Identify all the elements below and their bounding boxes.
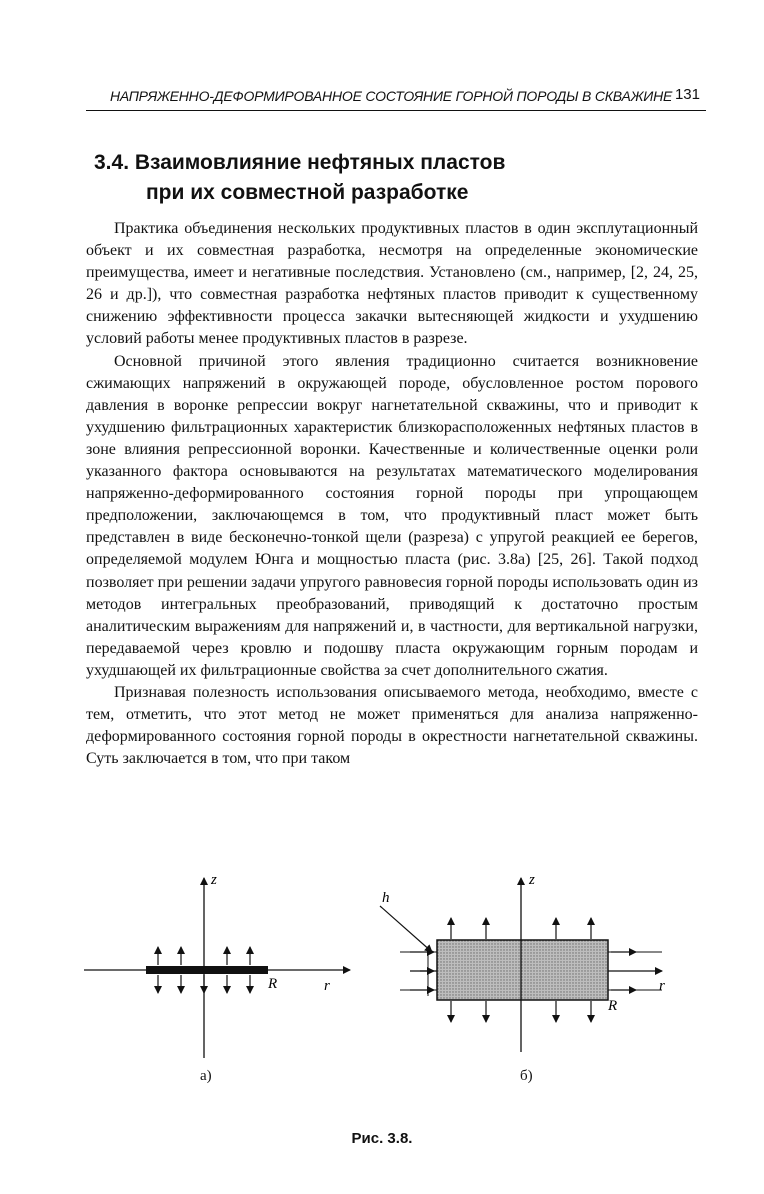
panel-a-crack (146, 966, 268, 974)
panel-b-R-label: R (608, 998, 618, 1014)
panel-a-diagram (84, 872, 350, 1058)
panel-b-h-label: h (382, 890, 390, 906)
panel-b-h-pointer (380, 906, 432, 952)
paragraph-2: Основной причиной этого явления традиционно считается возникновение сжимающих напряжений в окружающей породе, обусловленное ростом порового давления в воронке репрессии вокруг нагнетательной скважины, что и приводит к ухудшению фильтрационных характеристик близкорасположенных нефтяных пластов в зоне влияния репрессионной воронки. Качественные и количественные оценки роли указанного фактора основываются на результатах математического моделирования напряженно-деформированного состояния горной породы при упрощающем предположении, заключающемся в том, что продуктивный пласт может быть представлен в виде бесконечно-тонкой щели (разреза) с упругой реакцией ее берегов, определяемой модулем Юнга и мощностью пласта (рис. 3.8а) [25, 26]. Такой подход позволяет при решении задачи упругого равновесия горной породы использовать один из методов интегральных преобразований, приводящий к достаточно простым аналитическим выражениям для напряжений и, в частности, для вертикальной нагрузки, передаваемой через кровлю и подошву пласта окружающим горным породам и ухудшающей их фильтрационные свойства за счет дополнительного сжатия. (86, 352, 698, 679)
paragraph-3: Признавая полезность использования описываемого метода, необходимо, вместе с тем, отметить, что этот метод не может применяться для анализа напряженно-деформированного состояния горной породы в окрестности нагнетательной скважины. Суть заключается в том, что при таком (86, 683, 698, 768)
panel-a-z-label: z (211, 872, 217, 888)
section-heading-line1: 3.4. Взаимовлияние нефтяных пластов (94, 151, 506, 174)
figure-3-8 (80, 868, 700, 1084)
running-header-title: НАПРЯЖЕННО-ДЕФОРМИРОВАННОЕ СОСТОЯНИЕ ГОРНОЙ ПОРОДЫ В СКВАЖИНЕ (110, 88, 673, 104)
page-number: 131 (674, 86, 700, 103)
panel-b-r-label: r (659, 978, 665, 994)
running-header (86, 86, 706, 112)
header-rule (86, 110, 706, 111)
panel-b-z-label: z (529, 872, 535, 888)
panel-b-diagram (380, 872, 665, 1052)
section-heading-line2: при их совместной разработке (146, 181, 469, 204)
section-heading (94, 148, 694, 208)
panel-a-label: а) (200, 1068, 212, 1084)
body-text (86, 218, 698, 770)
panel-a-r-label: r (324, 978, 330, 994)
paragraph-1: Практика объединения нескольких продуктивных пластов в один эксплутационный объект и их совместная разработка, несмотря на определенные экономические преимущества, имеет и негативные последствия. Установлено (см., например, [2, 24, 25, 26 и др.]), что совместная разработка нефтяных пластов приводит к существенному снижению эффективности процесса закачки вытесняющей жидкости и ухудшению условий работы менее продуктивных пластов в разрезе. (86, 220, 698, 348)
panel-b-label: б) (520, 1068, 533, 1084)
panel-a-R-label: R (268, 976, 278, 992)
figure-caption: Рис. 3.8. (351, 1130, 413, 1147)
figure-diagram (80, 868, 700, 1058)
panel-b-layer (437, 940, 608, 1000)
